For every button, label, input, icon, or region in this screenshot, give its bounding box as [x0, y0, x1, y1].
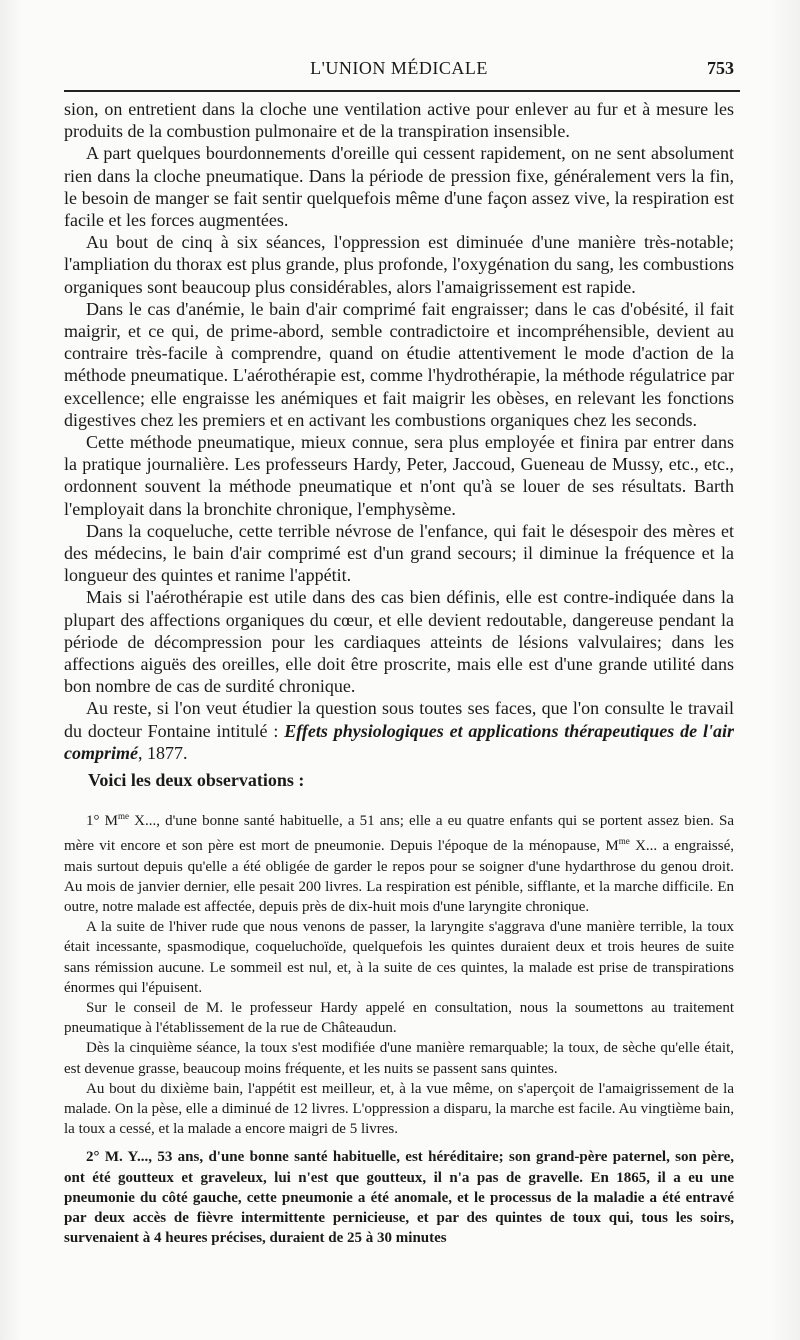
observation-2: 2° M. Y..., 53 ans, d'une bonne santé habituelle, est héréditaire; son grand-père paternel, son père, ont été goutteux et graveleux, lui n'est que goutteux, il n'a pas de gravelle. En 1865, il a eu une pneumonie du côté gauche, cette pneumonie a été anomale, et le processus de la maladie a été entravé par deux accès de fièvre intermittente pernicieuse, et par des quintes de toux qui, tous les soirs, survenaient à 4 heures précises, duraient de 25 à 30 minutes [64, 1149, 734, 1247]
paragraph: Dans la coqueluche, cette terrible névrose de l'enfance, qui fait le désespoir des mères et des médecins, le bain d'air comprimé est d'un grand secours; il diminue la fréquence et la longueur des quintes et ranime l'appétit. [64, 520, 734, 586]
paragraph: Dans le cas d'anémie, le bain d'air comprimé fait engraisser; dans le cas d'obésité, il fait maigrir, et ce qui, de prime-abord, semble contradictoire et incompréhensible, devient au contraire très-facile à comprendre, quand on étudie attentivement le mode d'action de la méthode pneumatique. L'aérothérapie est, comme l'hydrothérapie, la méthode régulatrice par excellence; elle engraisse les anémiques et fait maigrir les obèses, en relevant les fonctions digestives chez les premiers et en activant les combustions organiques chez les seconds. [64, 298, 734, 430]
paragraph: Dès la cinquième séance, la toux s'est modifiée d'une manière remarquable; la toux, de sèche qu'elle était, est devenue grasse, beaucoup moins fréquente, et les nuits se passent sans quintes. [64, 1040, 734, 1077]
paragraph: Cette méthode pneumatique, mieux connue, sera plus employée et finira par entrer dans la pratique journalière. Les professeurs Hardy, Peter, Jaccoud, Gueneau de Mussy, etc., etc., ordonnent souvent la méthode pneumatique et n'ont qu'à se louer de ses résultats. Barth l'employait dans la bronchite chronique, l'emphysème. [64, 432, 734, 519]
paragraph: sion, on entretient dans la cloche une ventilation active pour enlever au fur et à mesure les produits de la combustion pulmonaire et de la transpiration insensible. [64, 99, 734, 142]
page-header [64, 0, 734, 92]
page-number: 753 [707, 58, 734, 78]
observation-number: 2° [86, 1149, 100, 1166]
observation-1: 1° $M^{me}$ X..., d'une bonne santé habituelle, a 51 ans; elle a eu quatre enfants qui se portent assez bien. Sa mère vit encore et son père est mort de pneumonie. Depuis l'époque de la ménopause, $M^{me}$ X... a engraissé, mais surtout depuis qu'elle a été obligée de garder le repos pour se soigner d'une hydarthrose du genou droit. Au mois de janvier dernier, elle pesait 200 livres. La respiration est pénible, sifflante, et la marche difficile. En outre, notre malade est affectée, depuis près de dix-huit mois d'une laryngite chronique. [64, 811, 734, 915]
reference-paragraph [64, 697, 734, 764]
paragraph: Mais si l'aérothérapie est utile dans des cas bien définis, elle est contre-indiquée dans la plupart des affections organiques du cœur, et elle devient redoutable, dangereuse pendant la période de décompression pour les cardiaques atteints de lésions valvulaires; dans les affections aiguës des oreilles, elle doit être proscrite, mais elle est d'une grande utilité dans bon nombre de cas de surdité chronique. [64, 587, 734, 697]
observations [64, 806, 734, 1248]
paragraph: Sur le conseil de M. le professeur Hardy appelé en consultation, nous la soumettons au traitement pneumatique à l'établissement de la rue de Châteaudun. [64, 999, 734, 1037]
reference-year: , 1877. [138, 742, 188, 763]
paragraph: Au bout du dixième bain, l'appétit est meilleur, et, à la vue même, on s'aperçoit de l'amaigrissement de la malade. On la pèse, elle a diminué de 12 livres. L'oppression a disparu, la marche est facile. Au vingtième bain, la toux a cessé, et la malade a encore maigri de 5 livres. [64, 1080, 734, 1138]
observation-number: 1° [86, 813, 100, 830]
observations-intro: Voici les deux observations : [88, 770, 305, 791]
running-title: L'UNION MÉDICALE [310, 58, 488, 78]
paragraph: A part quelques bourdonnements d'oreille qui cessent rapidement, on ne sent absolument rien dans la cloche pneumatique. Dans la période de pression fixe, généralement vers la fin, le besoin de manger se fait sentir quelquefois même d'une façon assez vive, la respiration est facile et les forces augmentées. [64, 143, 734, 231]
main-text [64, 98, 734, 764]
paragraph: A la suite de l'hiver rude que nous venons de passer, la laryngite s'aggrava d'une manière terrible, la toux était incessante, spasmodique, coqueluchoïde, quelquefois les quintes duraient deux et trois heures de suite sans rémission aucune. Le sommeil est nul, et, à la suite de ces quintes, la malade est prise de transpirations énormes qui l'épuisent. [64, 919, 734, 996]
header-rule [64, 90, 740, 92]
reference-title: Effets physiologiques et applications thérapeutiques de l'air comprimé [64, 720, 735, 763]
paragraph: Au bout de cinq à six séances, l'oppression est diminuée d'une manière très-notable; l'ampliation du thorax est plus grande, plus profonde, l'oxygénation du sang, les combustions organiques sont beaucoup plus considérables, alors l'amaigrissement est rapide. [64, 232, 734, 297]
reference-text: Au reste, si l'on veut étudier la question sous toutes ses faces, que l'on consulte le travail du docteur Fontaine intitulé : [64, 698, 734, 741]
